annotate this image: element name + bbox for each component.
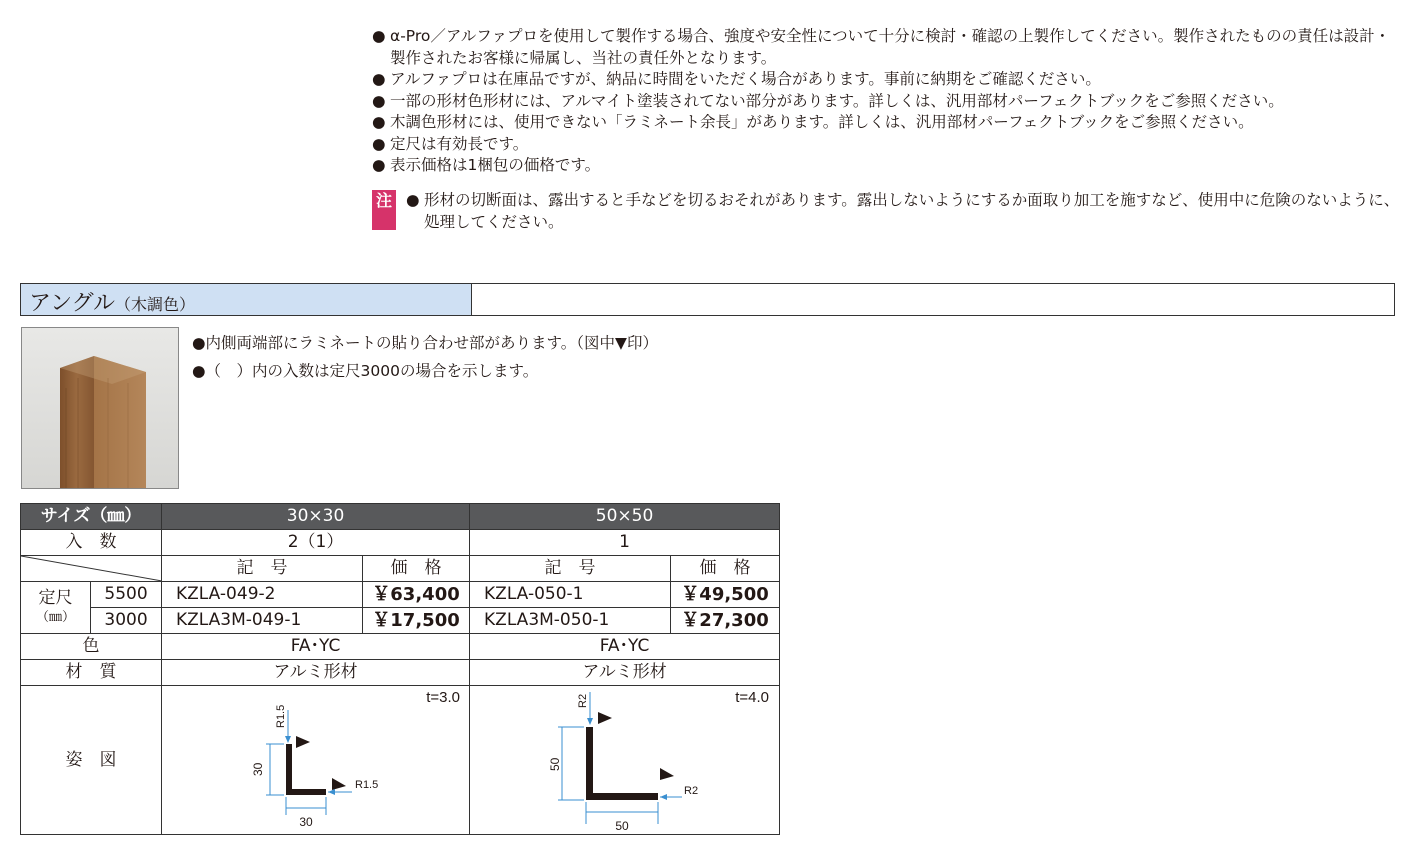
info-text: （ ）内の入数は定尺3000の場合を示します。 — [205, 362, 539, 380]
info-item — [192, 357, 658, 385]
note-text: 定尺は有効長です。 — [390, 134, 529, 153]
arrow-icon — [660, 794, 667, 800]
arrow-icon — [328, 789, 335, 795]
section-header — [20, 283, 1395, 316]
section-title-main: アングル — [29, 291, 116, 316]
length-label-cell — [21, 582, 91, 634]
section-subtitle: （木調色） — [115, 295, 196, 314]
price-cell: ￥49,500 — [671, 582, 780, 608]
code-cell: KZLA-050-1 — [470, 582, 671, 608]
code-cell: KZLA3M-050-1 — [470, 608, 671, 634]
note-text: 一部の形材色形材には、アルマイト塗装されてない部分があります。詳しくは、汎用部材パーフェクトブックをご参照ください。 — [390, 91, 1284, 110]
angle-profile — [286, 744, 326, 795]
dim-side-label: 30 — [251, 762, 266, 776]
warning-badge: 注 — [372, 190, 396, 230]
table-row — [21, 608, 780, 634]
color-50: FA･YC — [470, 634, 780, 660]
code-label-50: 記 号 — [470, 556, 671, 582]
note-item — [372, 26, 1402, 69]
length-5500: 5500 — [91, 582, 162, 608]
thickness-label: t=4.0 — [735, 689, 770, 706]
color-30: FA･YC — [162, 634, 470, 660]
table-header-row — [21, 504, 780, 530]
color-label: 色 — [21, 634, 162, 660]
radius-right-label: R1.5 — [355, 779, 379, 791]
note-text: 木調色形材には、使用できない「ラミネート余長」があります。詳しくは、汎用部材パーフェクトブックをご参照ください。 — [390, 113, 1254, 131]
qty-30: 2（1） — [162, 530, 470, 556]
note-text: α-Pro／アルファプロを使用して製作する場合、強度や安全性について十分に検討・確認の上製作してください。製作されたものの責任は設計・製作されたお客様に帰属し、当社の責任外となります。 — [390, 27, 1391, 67]
table-row — [21, 582, 780, 608]
bullet-icon: ● — [372, 156, 386, 174]
code-cell: KZLA-049-2 — [162, 582, 363, 608]
size-50: 50×50 — [470, 504, 780, 530]
info-list — [192, 329, 658, 385]
note-item — [372, 155, 1402, 177]
angle-profile — [586, 727, 658, 800]
note-item — [372, 112, 1402, 134]
bullet-icon: ● — [192, 334, 206, 352]
diagonal-line — [21, 556, 162, 581]
code-cell: KZLA3M-049-1 — [162, 608, 363, 634]
dim-side-label: 50 — [548, 757, 563, 771]
laminate-mark-icon — [598, 712, 612, 724]
angle-50-drawing — [470, 686, 780, 834]
info-text: 内側両端部にラミネートの貼り合わせ部があります。（図中▼印） — [205, 334, 658, 352]
radius-top-label: R2 — [577, 693, 590, 708]
material-50: アルミ形材 — [470, 660, 780, 686]
radius-right-label: R2 — [684, 785, 699, 797]
diagonal-cell — [21, 556, 162, 582]
warning-text-block — [406, 190, 1414, 233]
laminate-mark-icon — [296, 736, 310, 748]
bullet-icon: ● — [192, 362, 206, 380]
product-photo — [21, 327, 179, 489]
table-row — [21, 530, 780, 556]
bullet-icon: ● — [372, 113, 386, 131]
laminate-mark-icon — [332, 778, 346, 790]
qty-label: 入 数 — [21, 530, 162, 556]
laminate-mark-icon — [660, 768, 674, 780]
info-item — [192, 329, 658, 357]
price-cell: ￥27,300 — [671, 608, 780, 634]
section-title — [29, 286, 195, 317]
spec-table — [20, 503, 780, 835]
length-3000: 3000 — [91, 608, 162, 634]
table-row — [21, 660, 780, 686]
length-label: 定尺 — [38, 587, 73, 608]
price-cell: ￥17,500 — [363, 608, 470, 634]
bullet-icon: ● — [372, 70, 386, 88]
price-cell: ￥63,400 — [363, 582, 470, 608]
bullet-icon: ● — [372, 27, 386, 45]
note-text: 表示価格は1梱包の価格です。 — [390, 156, 601, 174]
code-label-30: 記 号 — [162, 556, 363, 582]
diagram-50 — [470, 686, 780, 835]
radius-top-label: R1.5 — [275, 704, 288, 728]
material-30: アルミ形材 — [162, 660, 470, 686]
diagram-30 — [162, 686, 470, 835]
qty-50: 1 — [470, 530, 780, 556]
arrow-icon — [285, 736, 291, 743]
warning-text: 形材の切断面は、露出すると手などを切るおそれがあります。露出しないようにするか面取り加工を施すなど、使用中に危険のないように、処理してください。 — [424, 191, 1400, 231]
table-row — [21, 686, 780, 835]
table-row — [21, 634, 780, 660]
size-30: 30×30 — [162, 504, 470, 530]
price-label-50: 価 格 — [671, 556, 780, 582]
diagram-label: 姿 図 — [21, 686, 162, 835]
angle-photo-illustration — [22, 328, 179, 489]
note-text: アルファプロは在庫品ですが、納品に時間をいただく場合があります。事前に納期をご確認ください。 — [390, 70, 1101, 88]
notes-list — [372, 26, 1402, 177]
note-item — [372, 91, 1402, 113]
angle-30-drawing — [162, 686, 470, 834]
material-label: 材 質 — [21, 660, 162, 686]
bullet-icon: ● — [372, 134, 386, 153]
price-label-30: 価 格 — [363, 556, 470, 582]
dim-bottom-label: 30 — [299, 815, 313, 829]
dim-bottom-label: 50 — [615, 819, 629, 833]
bullet-icon: ● — [372, 91, 386, 110]
thickness-label: t=3.0 — [426, 689, 461, 706]
section-title-cell — [21, 284, 472, 315]
note-item — [372, 69, 1402, 91]
length-unit: （㎜） — [35, 609, 75, 625]
table-row — [21, 556, 780, 582]
arrow-icon — [587, 718, 593, 725]
size-label: サイズ（㎜） — [21, 504, 162, 530]
bullet-icon: ● — [406, 191, 420, 209]
note-item — [372, 134, 1402, 156]
